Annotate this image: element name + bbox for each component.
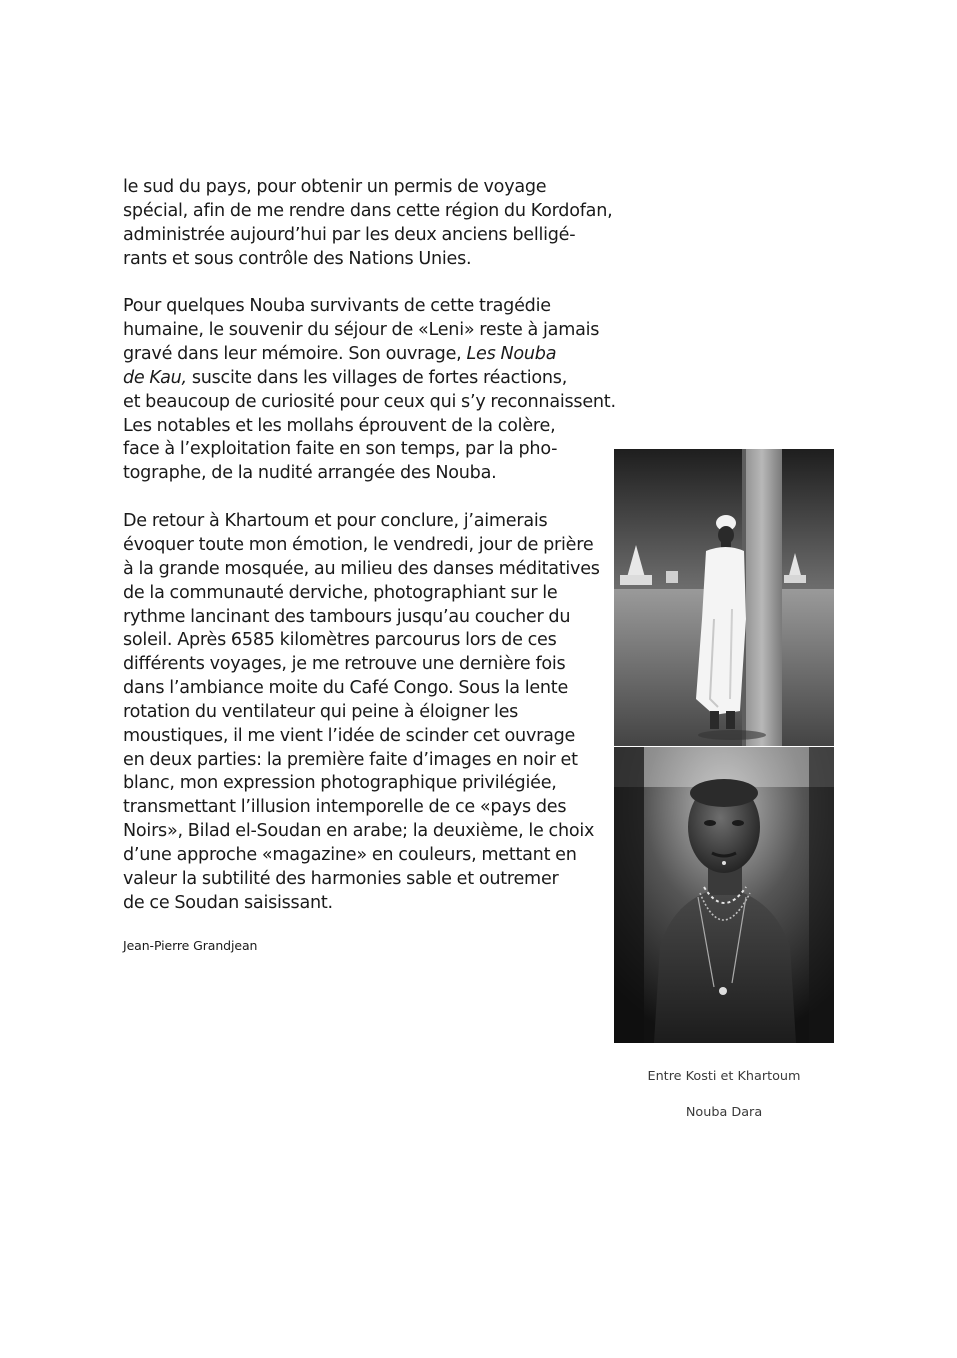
text-line: moustiques, il me vient l’idée de scinder cet ouvrage [123,725,576,746]
text-line: en deux parties: la première faite d’images en noir et [123,749,578,770]
text-line: rants et sous contrôle des Nations Unies. [123,248,472,269]
text-segment: suscite dans les villages de fortes réactions, [186,367,568,388]
text-line: et beaucoup de curiosité pour ceux qui s’y reconnaissent. [123,391,616,412]
text-line: Noirs», Bilad el-Soudan en arabe; la deuxième, le choix [123,821,595,842]
text-line: valeur la subtilité des harmonies sable et outremer [123,868,559,889]
paragraph-1 [123,176,613,271]
text-line: rythme lancinant des tambours jusqu’au coucher du [123,606,571,627]
text-line: blanc, mon expression photographique privilégiée, [123,773,557,794]
paragraph-3 [123,510,598,915]
text-line: spécial, afin de me rendre dans cette région du Kordofan, [123,200,613,221]
text-line: administrée aujourd’hui par les deux anciens belligé- [123,224,576,245]
text-line: d’une approche «magazine» en couleurs, mettant en [123,844,577,865]
text-line [123,343,598,367]
text-line: tographe, de la nudité arrangée des Nouba. [123,463,497,484]
text-line: de la communauté derviche, photographiant sur le [123,582,558,603]
book-title-italic: Les Nouba [466,344,557,365]
text-line: humaine, le souvenir du séjour de «Leni» reste à jamais [123,320,600,341]
text-line: évoquer toute mon émotion, le vendredi, jour de prière [123,534,594,555]
book-title-italic: de Kau, [123,367,187,388]
text-line: Les notables et les mollahs éprouvent de la colère, [123,415,556,436]
text-line: soleil. Après 6585 kilomètres parcourus lors de ces [123,630,557,651]
photo-caption-top: Entre Kosti et Khartoum [647,1069,801,1084]
paragraph-2 [123,295,616,486]
text-line: dans l’ambiance moite du Café Congo. Sous la lente [123,678,569,699]
photo-elderly-woman-portrait-image [614,747,834,1043]
photo-man-by-pillar-image [614,449,834,746]
text-line: De retour à Khartoum et pour conclure, j’aimerais [123,511,548,532]
text-line: le sud du pays, pour obtenir un permis de voyage [123,177,547,197]
text-line: à la grande mosquée, au milieu des danses méditatives [123,558,600,579]
text-line: Pour quelques Nouba survivants de cette tragédie [123,296,551,317]
text-line: transmettant l’illusion intemporelle de ce «pays des [123,797,567,818]
photo-caption-bottom: Nouba Dara [685,1105,763,1120]
text-line: rotation du ventilateur qui peine à éloigner les [123,701,519,722]
text-line: de ce Soudan saisissant. [123,892,333,913]
text-line: face à l’exploitation faite en son temps, par la pho- [123,439,558,460]
photo-man-by-pillar [614,449,834,746]
photo-elderly-woman-portrait [614,747,834,1043]
article-body [123,176,616,939]
text-line: différents voyages, je me retrouve une dernière fois [123,654,566,675]
text-segment: gravé dans leur mémoire. Son ouvrage, [123,344,467,365]
author-signature: Jean-Pierre Grandjean [123,938,258,953]
text-line [123,367,598,391]
